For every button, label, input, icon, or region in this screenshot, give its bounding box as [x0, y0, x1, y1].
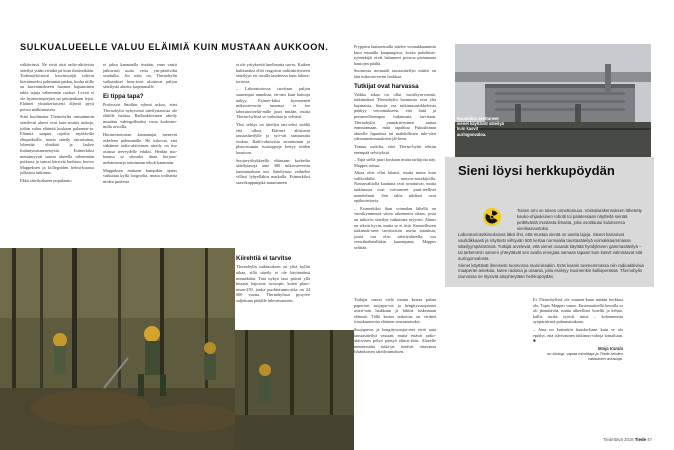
section-subhead: Kiirehtiä ei tarvitse: [236, 255, 292, 263]
power-plant-photo: [455, 44, 651, 157]
byline-name: Maija Karala: [597, 345, 623, 351]
paragraph: välttävässä. Ne eivät aisti radio-aktiivista säteilyä ytään eivätkä pä kuin ihmisetkään. Todennä-köisesti kasvinsyöjät tulevat kiertämeeksi pahimmat paikat, koska niille on kasvaimekseen huonon hajuaminen takia tajuja vähemmän ruokaa. Levoä ei ole hyönteisepiejien tai petojenkaan lejoä. Eläimet yksinkertaisesti äljävät pyyä poissa mälkimiaseta.: [20, 62, 94, 112]
text-column-7: [533, 297, 623, 361]
radiation-icon: [483, 208, 501, 226]
paragraph: Ei Tšernobylissä ole muuten-kaan mitään herkkua ole, Tapio Mappes sanoo. Ensimmäisellä kerralla se oli jännittävää, mutta alkeelliset hotellit ja kehno, kallis ruoka syövät intoa – kohonneesta syöpäriskistä puhumattakaan.: [533, 297, 623, 325]
page-number: 47: [647, 437, 652, 442]
text-column-1: [20, 62, 94, 185]
photo-caption: Rauniohin asettuneet sienet käyttävät säteilyä kuin kasvit auringonvaloa.: [457, 116, 504, 137]
forest-photo-right: [235, 330, 354, 450]
paragraph: Hormesisteorian kannattajat menevät askeleen pidemmälle. He uskovat, että vähäinen radio-aktiivinen säteily on itse asiassa terveydelle eduksi. Heidän mu-kaansa se stimuloi dnan korjaus-mekanismeja toimimaan tehok-kaammin.: [103, 131, 177, 165]
paragraph: Aikaa olisi ollut lukaisi, mutta mutta kuin valikoidulla neuvos-totutkijoilla. Nousuvaltiolla kaadutta ovat avautuivat, mutta tutkimusta ovat voivonneet puut-teelliset menetelmät. Sen takia tulokset ovat epäluotettavia.: [354, 170, 436, 204]
fact-box-text: [517, 208, 645, 233]
power-plant-illustration: [455, 44, 651, 157]
paragraph: Sienet käyttävät ilmeisesti tuonnossa raunioissakin. Eräs kasvin tuoreemmassa niin radioaktiivisia maaperän aineksia, kuten radonia ja uraania, joita esiintyy Suomenkin kallioperässä. Tšernobylin raunoissa ne löysivät aitoyhteytään herkkupöydän.: [458, 262, 644, 280]
forest-illustration: [0, 248, 235, 450]
article-headline: SULKUALUEELLE VALUU ELÄIMIÄ KUIN MUSTAAN AUKKOON.: [20, 42, 329, 52]
paragraph: ei ole yritykseitä huolimatta saa-tu. Kaiken kukkuraksi eliöt reagoivat radioaktiiviseen säteilyyn eri tavalla taudeessa kuin labora-toriossa.: [236, 62, 310, 84]
forest-illustration-right: [235, 330, 354, 450]
radiation-symbol: [483, 208, 501, 226]
fact-box-text-wide: [458, 232, 645, 281]
text-column-2: [103, 62, 177, 186]
text-column-4: [354, 44, 436, 253]
page-folio: [603, 437, 652, 442]
section-subhead: Ei tippa tapa?: [103, 92, 144, 100]
paragraph: ei jaksa kannatella itseään, vaan vaatii jatkuvasti uutta verta ym-päröiviltä seuduilta. Jos näin on, Tšernobylin vaikutukset luon-toon ulottuvat paljon säteilystä aluetta laajemmalle.: [103, 62, 177, 90]
fact-box-title: Sieni löysi herkkupöydän: [458, 163, 615, 178]
byline-role: on biologi, vapaa toimittaja ja Tiede-lehden vakituinen avustaja.: [546, 351, 623, 362]
paragraph: – Eipä siellä juuri koskaan mutta turhijoita näy, Mappes toteaa.: [354, 157, 436, 168]
paragraph: Siitä huolimatta Tšernobylin runsaimmin säteilevät alueet ovat kuin muitta asikoja, joihin valuu eläimiä koskaan palaamat-ta. Eläimiä saapuu rajoilta myötävilie elinpaikoille, mutta säteily sairastuttaa, lyhentää elinikää ja laskee lisääntymismenestystä. Esimerkiksi metsämyyrät saavat alueella vähemmän poikasia ja saavat kärsivät kuihista, kertoo Mappeksen ja kollegoiden helmi-kuussa julkaistu tutkimus.: [20, 114, 94, 176]
paragraph: – Laboratoriossa tarvitaan paljon suurempia annoksia, en-nen kuin haittoja näkyy. Esimer-kiksi kymmenen mikrosievertin tunnissa ei tee laboratorioeläi-mille juuri mitään, mutta Tšerno-bylissä se vaikuttaa jo selvästi.: [236, 86, 310, 120]
paragraph: Vaikka aikaa on ollut vuosikym-meniä, tutkimukset Tšernobylin luonnosta ovat yhä hajanaisia. Suurin osa tutkimusartikkeleista päättyy vetoomukseen, että lisää ja perusteellisempaa tutkimusta tarvitaan. Tšernobylin ymmärtä-minen auttaa ennustamaan, mitä tapahtuu Fukushiman alueella Japanissa tai mahdollisten tule-vien ydinonnettomuuksien jäl-keen.: [354, 91, 436, 142]
paragraph: Professori Smithin ryhmä uskoo, ettei Tšernobylin nykyisestä säteilystasosta ole eläiille haittaa. Radioaktiivinen säteily muuttuu vahingolliseksi vasta korkeam-milla arvoilla.: [103, 101, 177, 130]
section-subhead: Tutkijat ovat harvassa: [354, 82, 419, 90]
paragraph: Prypjatin lautasensalla sätelee voimakkaammin kuin muualla kaupungissa, koska puhdistus-työntekijät eivät halunneet poistoa pietamaata hautojen päältä.: [354, 44, 436, 66]
paragraph: Laboratoriotutkimuksissa läksi ilmi, että mustaa sientä on useita lajeja. Sienet kasvoivat vauhdikkaasti ja näyttivät viihtyvän 500 kertaa normaalia taustasäteilyä voimakkaammassa säteilyympäristössä. Tutkijat arvelevat, että sienet osaavat käyttää hyödykseen gammasäteilyä – tai tarkemmin sanoen yhteyttävät sen avulla energiaa samaan tapaan kuin kasvit valmistavat sitä auringonvalosta.: [458, 232, 643, 261]
paragraph: Yksi selitys on säteilyn tais-seksi sisältä että ulkoa. Eläimet altistuvat taustasäteilylle ja syö-vät saastunutta ruokaa. Radio-aktiivisia strontiumin ja pluto-niumin isotooppeja kertyy niiden luustoon.: [236, 121, 310, 155]
paragraph: Tšernobylin tutkimuksen on ylitä kyllin aikaa, sillä säteily ei ole häviämässä minnekään. Tätä nykyä taso päivät yllä hitaasti hajoavat isotoopit, kuten pluto-nium-239, jonka puoliintumis-aika on 24 000 vuotta. Tšernobylissä pysyvee suljettuna pitkälle tulevaisuuteen.: [236, 264, 310, 304]
folio-issue: Tiedettävä 2016: [602, 437, 634, 442]
text-column-3: [236, 62, 310, 306]
folio-magazine: Tiede: [634, 437, 647, 442]
paragraph: Suojapuvut ja hengityssuojai-met eivät auta taustasäteilyä vastaan, mutta estävät radio-aktiivisen pölyn pääsyä elimis-töön. Alueelle mennessään tutki-jat tietävät ottavansa lyhänkoisen säteilyannoksen.: [354, 326, 436, 355]
paragraph: Suomessa normaali taustasäteilyn määrä on tätä mikrosievertin luokkaa.: [354, 68, 436, 79]
forest-photo: [0, 248, 235, 450]
paragraph: Mappeksen mukaan kumpikin ajatus vaikuttaa kyllä loogiselta, mutta todisteita niiden puolesta: [103, 167, 177, 184]
paragraph: – Aina on kuitenkin hauska-kaan kuin se ole epäilyt, että talvivaunen tutkimus-rahoja lomailuun. ■: [533, 326, 623, 344]
paragraph: – Esimerkiksi ihan voimalan lähellä on vuosikymmeniä sitten rakennettu aitaus, josta on tutkit-tu säteilyn vaikutusta myyriin. Altaus on sikein hyvin, mutta se ei riitä. Kunnolliseen tutkimuk-seen tarvittaisiin useita aitauksia, joista osa olisi säteilyalueella, osa vertailualueallakin kauempana, Mappes selittää.: [354, 205, 436, 250]
text-column-5: [354, 297, 436, 357]
paragraph: Tuntuu oudolta, ettei Tšerno-bylin tehtiin enempää selvityksiä.: [354, 143, 436, 155]
paragraph: Suojavyöhykkeellä eläintaan korkeilta säteilytasoja aino 380 mikrosievertin tuntiannoksen asti. Säteilytaso vaihtelee villisti lyhyelläkin matkalla. Esimerkiksi saavekappungikä muuttuneen: [236, 157, 310, 185]
paragraph: Ekkä säteilyalueen populaatio: [20, 177, 72, 183]
paragraph: Tutkijat saavat vielä monta kertaa palata paperiset suojapu-vut ja hengityssuojaimet asteit-tain laukkaan ja lähtöä laskemaan eläimiä. Tällä kertaa tarkoitus on viritteä riistakameroita eläinten seuraamiseksi.: [354, 297, 436, 325]
paragraph: Toisen omi on toisen onnettomuus. Voimalarakennuksen lähetetty kauko-ohjauksinen robotti toi palatessaan näytteitä seinää peittävästä mustasta limasta, joka osoittautui kuluksensa sienikasvustoksi.: [517, 208, 642, 231]
